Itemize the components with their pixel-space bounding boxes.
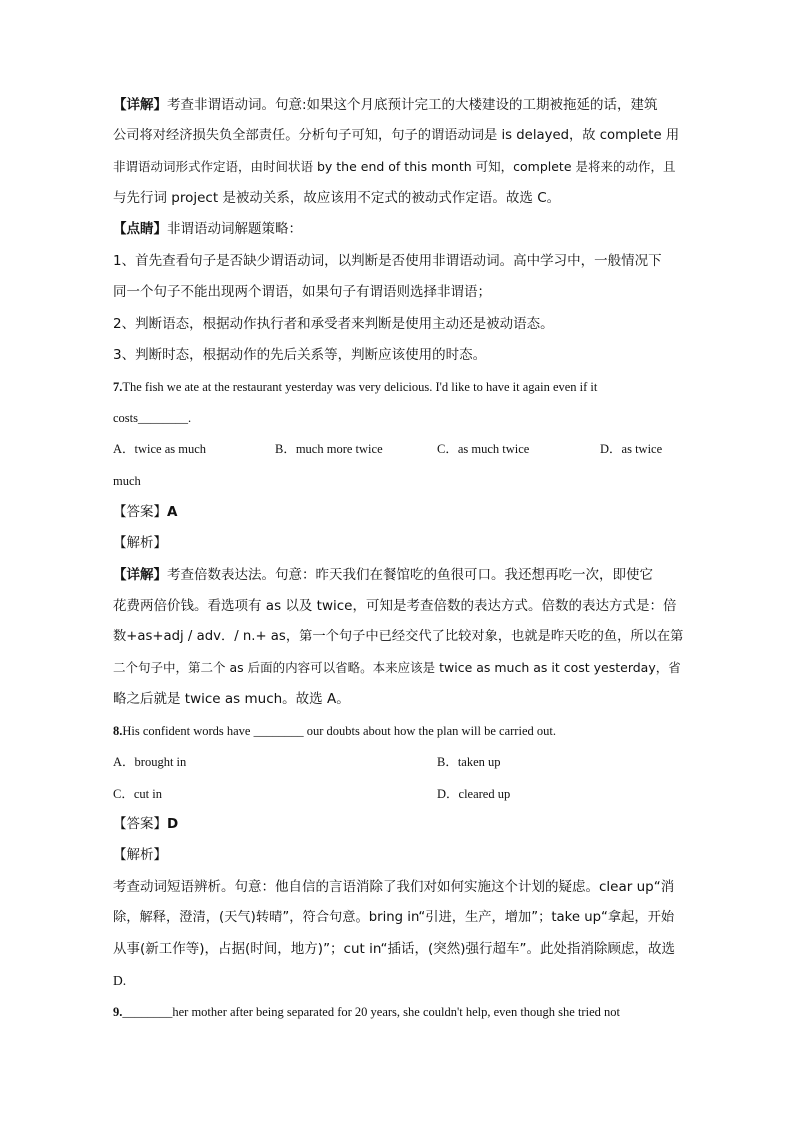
- q6-detail-line-2: 公司将对经济损失负全部责任。分析句子可知，句子的谓语动词是 is delayed，故 complete 用: [113, 128, 680, 143]
- q7-option-d-wrap: much: [113, 474, 141, 488]
- q9-number: 9.: [113, 1005, 123, 1019]
- q6-tip-tag: 【点睛】: [113, 221, 167, 237]
- q7-detail-line-4: 二个句子中，第二个 as 后面的内容可以省略。本来应该是 twice as much as it cost yesterday，省: [113, 660, 681, 675]
- q8-analysis-tag: 【解析】: [113, 847, 167, 863]
- q8-analysis-line-4: D.: [113, 973, 127, 988]
- q7-answer-tag: 【答案】: [113, 504, 167, 520]
- q6-detail-line-3: 非谓语动词形式作定语，由时间状语 by the end of this month 可知，complete 是将来的动作，且: [113, 159, 676, 174]
- q7-option-d: D．as twice: [600, 442, 663, 456]
- q7-analysis-tag: 【解析】: [113, 535, 167, 551]
- q6-tip-heading: [113, 219, 302, 239]
- q8-analysis-line-1: 考查动词短语辨析。句意：他自信的言语消除了我们对如何实施这个计划的疑虑。clear up“消: [113, 879, 675, 895]
- q7-answer-value: A: [167, 504, 178, 520]
- q7-stem-line-2: costs________.: [113, 411, 192, 425]
- q8-analysis-line-3: 从事(新工作等)，占据(时间，地方)”；cut in“插话，(突然)强行超车”。此处指消除顾虑，故选: [113, 941, 675, 957]
- q8-answer: [113, 814, 178, 834]
- q7-detail-tag: 【详解】: [113, 567, 167, 583]
- q9-stem-line-1: 9.________her mother after being separated for 20 years, she couldn't help, even though she tried not: [113, 1005, 620, 1019]
- q8-analysis-line-2: 除，解释，澄清，(天气)转晴”，符合句意。bring in“引进，生产，增加”；take up“拿起，开始: [113, 910, 675, 925]
- q7-option-b: B．much more twice: [275, 442, 383, 456]
- q6-detail-line-1: 【详解】考查非谓语动词。句意:如果这个月底预计完工的大楼建设的工期被拖延的话，建筑: [113, 97, 658, 113]
- q8-answer-tag: 【答案】: [113, 816, 167, 832]
- q7-options: [113, 439, 683, 459]
- q7-stem-line-1: 7.The fish we ate at the restaurant yesterday was very delicious. I'd like to have it again even if it: [113, 380, 598, 394]
- q7-detail-line-1: 【详解】考查倍数表达法。句意：昨天我们在餐馆吃的鱼很可口。我还想再吃一次，即使它: [113, 567, 653, 583]
- q6-tip-1: 1、首先查看句子是否缺少谓语动词，以判断是否使用非谓语动词。高中学习中，一般情况下: [113, 253, 662, 269]
- q8-option-a: A．brought in: [113, 755, 187, 769]
- q7-option-a: A．twice as much: [113, 442, 207, 456]
- q6-tip-title: 非谓语动词解题策略：: [167, 221, 302, 237]
- q7-answer: [113, 502, 177, 522]
- q8-option-d: D．cleared up: [437, 787, 511, 801]
- q8-options-row-1: [113, 752, 683, 772]
- q8-option-c: C．cut in: [113, 787, 162, 801]
- q6-detail-tag: 【详解】: [113, 97, 167, 113]
- q6-tip-2: 2、判断语态，根据动作执行者和承受者来判断是使用主动还是被动语态。: [113, 316, 554, 332]
- q8-options-row-2: [113, 784, 683, 804]
- q7-option-c: C．as much twice: [437, 442, 530, 456]
- q8-stem: 8.His confident words have ________ our doubts about how the plan will be carried out.: [113, 724, 556, 738]
- q7-detail-line-5: 略之后就是 twice as much。故选 A。: [113, 691, 350, 707]
- q7-detail-line-2: 花费两倍价钱。看选项有 as 以及 twice，可知是考查倍数的表达方式。倍数的表达方式是：倍: [113, 598, 677, 614]
- q8-answer-value: D: [167, 816, 179, 832]
- q6-tip-1-cont: 同一个句子不能出现两个谓语，如果句子有谓语则选择非谓语；: [113, 284, 491, 300]
- q6-tip-3: 3、判断时态，根据动作的先后关系等，判断应该使用的时态。: [113, 347, 487, 363]
- q8-option-b: B．taken up: [437, 755, 501, 769]
- q8-number: 8.: [113, 724, 123, 738]
- q7-detail-line-3: 数+as+adj / adv．/ n.+ as，第一个句子中已经交代了比较对象，也就是昨天吃的鱼，所以在第: [113, 629, 684, 644]
- q7-number: 7.: [113, 380, 123, 394]
- q6-detail-line-4: 与先行词 project 是被动关系，故应该用不定式的被动式作定语。故选 C。: [113, 190, 561, 206]
